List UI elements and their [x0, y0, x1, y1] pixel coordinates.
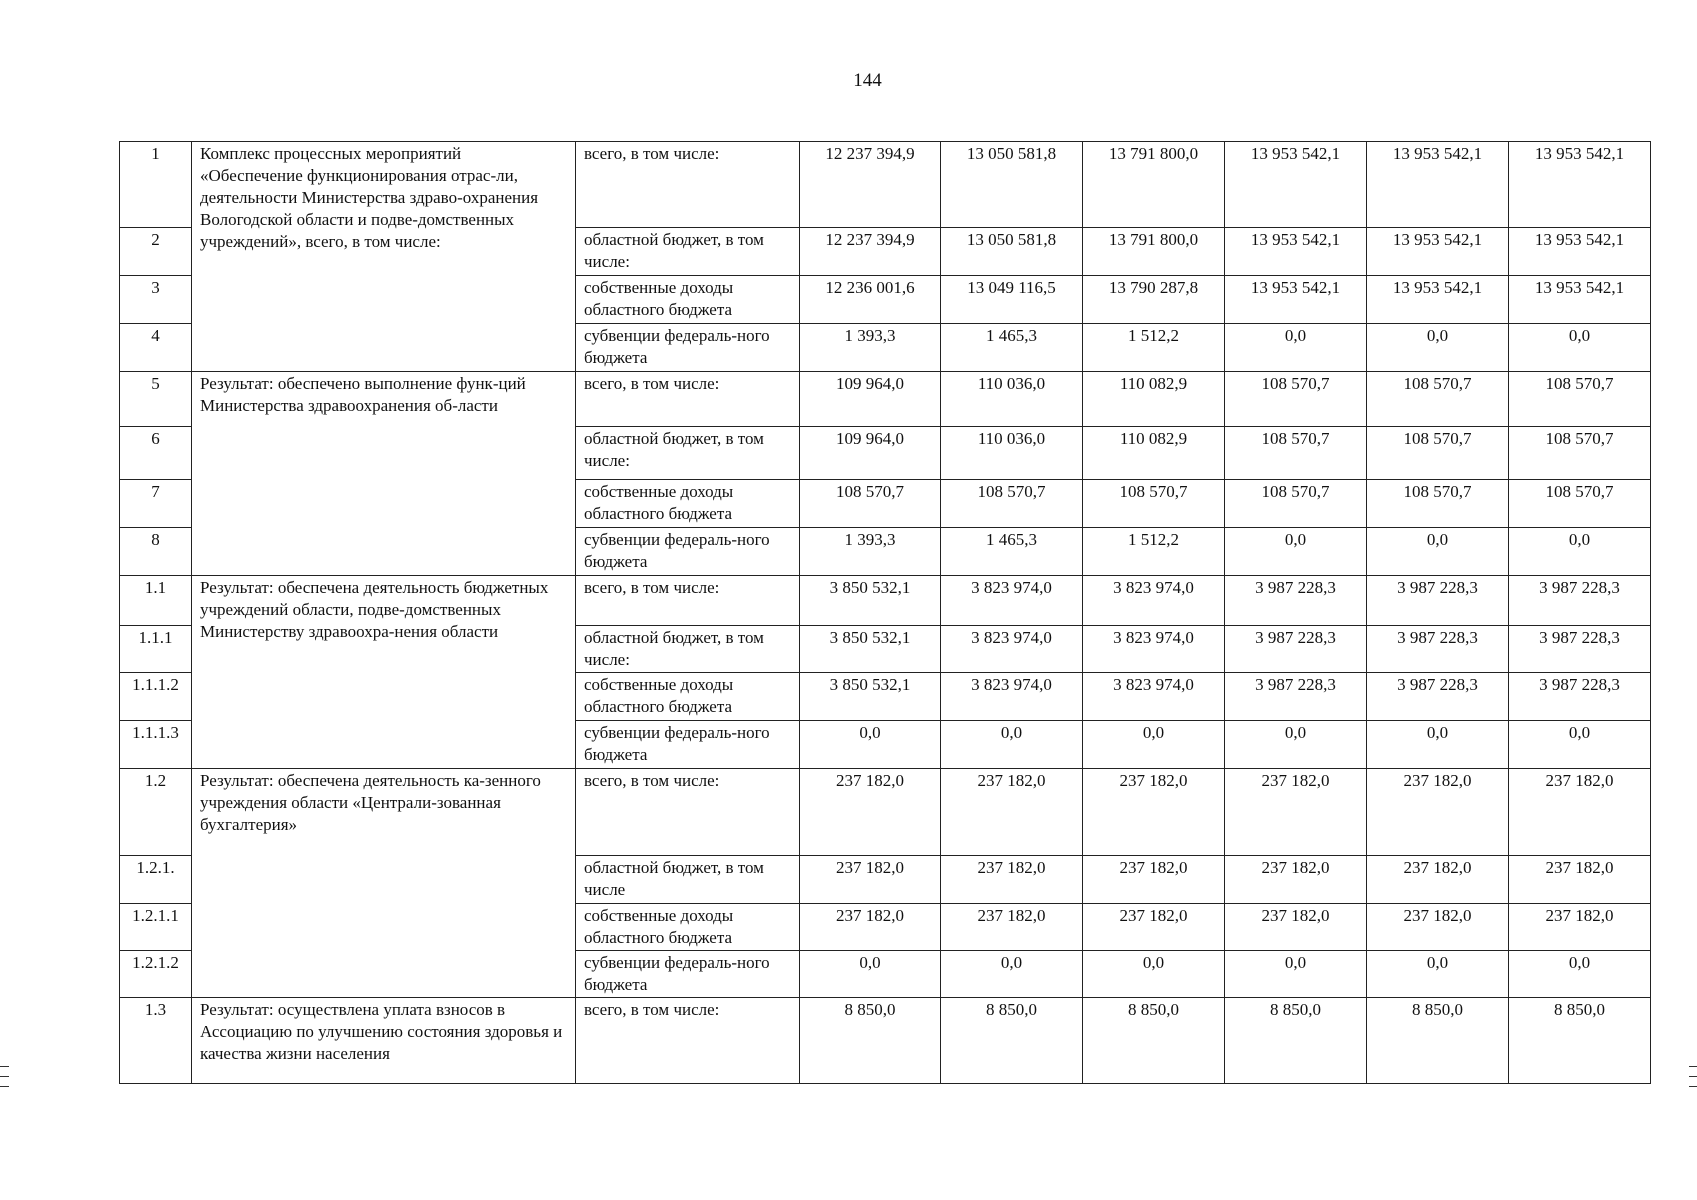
amount-cell: 13 790 287,8	[1083, 276, 1225, 324]
amount-cell: 13 953 542,1	[1225, 228, 1367, 276]
row-number: 1.2	[120, 769, 192, 856]
amount-cell: 3 823 974,0	[941, 576, 1083, 626]
amount-cell: 110 036,0	[941, 372, 1083, 427]
budget-table	[119, 141, 1651, 1084]
amount-cell: 3 987 228,3	[1225, 626, 1367, 673]
funding-source: областной бюджет, в том числе:	[576, 427, 800, 480]
amount-cell: 8 850,0	[800, 998, 941, 1084]
amount-cell: 108 570,7	[1509, 372, 1651, 427]
item-name: Результат: обеспечено выполнение функ-ций Министерства здравоохранения об-ласти	[192, 372, 576, 576]
edge-mark-right-2	[1689, 1076, 1697, 1077]
amount-cell: 237 182,0	[1367, 856, 1509, 904]
edge-mark-left-3	[0, 1086, 9, 1087]
amount-cell: 0,0	[1509, 951, 1651, 998]
amount-cell: 3 850 532,1	[800, 576, 941, 626]
amount-cell: 108 570,7	[1225, 480, 1367, 528]
amount-cell: 0,0	[1367, 324, 1509, 372]
row-number: 1.2.1.2	[120, 951, 192, 998]
row-number: 1.1.1.3	[120, 721, 192, 769]
amount-cell: 0,0	[1225, 951, 1367, 998]
row-number: 1	[120, 142, 192, 228]
amount-cell: 110 082,9	[1083, 372, 1225, 427]
amount-cell: 3 823 974,0	[941, 673, 1083, 721]
row-number: 1.3	[120, 998, 192, 1084]
funding-source: областной бюджет, в том числе	[576, 856, 800, 904]
amount-cell: 237 182,0	[1083, 904, 1225, 951]
amount-cell: 109 964,0	[800, 427, 941, 480]
amount-cell: 1 512,2	[1083, 324, 1225, 372]
amount-cell: 0,0	[941, 721, 1083, 769]
amount-cell: 13 953 542,1	[1225, 142, 1367, 228]
amount-cell: 237 182,0	[1367, 904, 1509, 951]
amount-cell: 237 182,0	[941, 769, 1083, 856]
amount-cell: 8 850,0	[1367, 998, 1509, 1084]
amount-cell: 13 953 542,1	[1509, 276, 1651, 324]
row-number: 1.2.1.1	[120, 904, 192, 951]
funding-source: собственные доходы областного бюджета	[576, 904, 800, 951]
amount-cell: 108 570,7	[1083, 480, 1225, 528]
amount-cell: 3 987 228,3	[1367, 576, 1509, 626]
funding-source: областной бюджет, в том числе:	[576, 626, 800, 673]
funding-source: субвенции федераль-ного бюджета	[576, 528, 800, 576]
amount-cell: 1 465,3	[941, 324, 1083, 372]
amount-cell: 110 036,0	[941, 427, 1083, 480]
amount-cell: 108 570,7	[1367, 372, 1509, 427]
table-row	[120, 769, 1651, 856]
table-row	[120, 576, 1651, 626]
amount-cell: 13 953 542,1	[1509, 228, 1651, 276]
amount-cell: 3 823 974,0	[1083, 626, 1225, 673]
table-row	[120, 142, 1651, 228]
amount-cell: 109 964,0	[800, 372, 941, 427]
row-number: 3	[120, 276, 192, 324]
amount-cell: 237 182,0	[941, 856, 1083, 904]
amount-cell: 12 236 001,6	[800, 276, 941, 324]
row-number: 8	[120, 528, 192, 576]
amount-cell: 237 182,0	[1083, 856, 1225, 904]
row-number: 1.1.1.2	[120, 673, 192, 721]
amount-cell: 108 570,7	[1225, 427, 1367, 480]
row-number: 1.2.1.	[120, 856, 192, 904]
amount-cell: 237 182,0	[1509, 904, 1651, 951]
amount-cell: 13 049 116,5	[941, 276, 1083, 324]
amount-cell: 0,0	[1367, 721, 1509, 769]
edge-mark-left-1	[0, 1066, 9, 1067]
amount-cell: 0,0	[800, 721, 941, 769]
amount-cell: 8 850,0	[1509, 998, 1651, 1084]
amount-cell: 3 987 228,3	[1509, 626, 1651, 673]
amount-cell: 237 182,0	[1225, 769, 1367, 856]
amount-cell: 12 237 394,9	[800, 228, 941, 276]
amount-cell: 3 850 532,1	[800, 626, 941, 673]
amount-cell: 0,0	[1509, 528, 1651, 576]
item-name: Результат: осуществлена уплата взносов в Ассоциацию по улучшению состояния здоровья и качества жизни населения	[192, 998, 576, 1084]
row-number: 6	[120, 427, 192, 480]
funding-source: всего, в том числе:	[576, 576, 800, 626]
amount-cell: 237 182,0	[1509, 769, 1651, 856]
edge-mark-right-1	[1689, 1066, 1697, 1067]
amount-cell: 108 570,7	[1509, 480, 1651, 528]
amount-cell: 108 570,7	[1367, 427, 1509, 480]
amount-cell: 3 987 228,3	[1367, 673, 1509, 721]
amount-cell: 3 987 228,3	[1509, 576, 1651, 626]
funding-source: всего, в том числе:	[576, 998, 800, 1084]
amount-cell: 1 465,3	[941, 528, 1083, 576]
amount-cell: 12 237 394,9	[800, 142, 941, 228]
funding-source: собственные доходы областного бюджета	[576, 276, 800, 324]
amount-cell: 13 953 542,1	[1225, 276, 1367, 324]
amount-cell: 3 987 228,3	[1509, 673, 1651, 721]
amount-cell: 1 512,2	[1083, 528, 1225, 576]
amount-cell: 13 791 800,0	[1083, 142, 1225, 228]
amount-cell: 13 953 542,1	[1367, 276, 1509, 324]
amount-cell: 3 850 532,1	[800, 673, 941, 721]
funding-source: всего, в том числе:	[576, 142, 800, 228]
amount-cell: 0,0	[1083, 951, 1225, 998]
amount-cell: 108 570,7	[941, 480, 1083, 528]
amount-cell: 8 850,0	[1083, 998, 1225, 1084]
funding-source: областной бюджет, в том числе:	[576, 228, 800, 276]
amount-cell: 110 082,9	[1083, 427, 1225, 480]
amount-cell: 108 570,7	[1509, 427, 1651, 480]
table-row	[120, 998, 1651, 1084]
amount-cell: 237 182,0	[1509, 856, 1651, 904]
funding-source: всего, в том числе:	[576, 769, 800, 856]
amount-cell: 0,0	[1083, 721, 1225, 769]
amount-cell: 13 050 581,8	[941, 142, 1083, 228]
amount-cell: 237 182,0	[1225, 904, 1367, 951]
funding-source: собственные доходы областного бюджета	[576, 673, 800, 721]
amount-cell: 3 987 228,3	[1225, 673, 1367, 721]
item-name: Результат: обеспечена деятельность бюджетных учреждений области, подве-домственных Министерству здравоохра-нения области	[192, 576, 576, 769]
funding-source: собственные доходы областного бюджета	[576, 480, 800, 528]
amount-cell: 0,0	[1367, 528, 1509, 576]
item-name: Комплекс процессных мероприятий «Обеспечение функционирования отрас-ли, деятельности Министерства здраво-охранения Вологодской области и подве-домственных учреждений», всего, в том числе:	[192, 142, 576, 372]
amount-cell: 13 791 800,0	[1083, 228, 1225, 276]
amount-cell: 237 182,0	[941, 904, 1083, 951]
table-row	[120, 372, 1651, 427]
amount-cell: 237 182,0	[1225, 856, 1367, 904]
amount-cell: 3 823 974,0	[1083, 673, 1225, 721]
amount-cell: 0,0	[941, 951, 1083, 998]
amount-cell: 237 182,0	[800, 904, 941, 951]
row-number: 5	[120, 372, 192, 427]
row-number: 1.1	[120, 576, 192, 626]
row-number: 4	[120, 324, 192, 372]
amount-cell: 108 570,7	[1225, 372, 1367, 427]
amount-cell: 3 823 974,0	[941, 626, 1083, 673]
amount-cell: 0,0	[1225, 721, 1367, 769]
row-number: 2	[120, 228, 192, 276]
row-number: 7	[120, 480, 192, 528]
amount-cell: 108 570,7	[1367, 480, 1509, 528]
funding-source: субвенции федераль-ного бюджета	[576, 721, 800, 769]
amount-cell: 0,0	[1225, 528, 1367, 576]
item-name: Результат: обеспечена деятельность ка-зенного учреждения области «Централи-зованная бухгалтерия»	[192, 769, 576, 998]
amount-cell: 3 823 974,0	[1083, 576, 1225, 626]
amount-cell: 0,0	[1225, 324, 1367, 372]
amount-cell: 1 393,3	[800, 324, 941, 372]
amount-cell: 237 182,0	[800, 769, 941, 856]
amount-cell: 237 182,0	[1367, 769, 1509, 856]
amount-cell: 0,0	[1367, 951, 1509, 998]
amount-cell: 13 953 542,1	[1367, 142, 1509, 228]
row-number: 1.1.1	[120, 626, 192, 673]
amount-cell: 1 393,3	[800, 528, 941, 576]
amount-cell: 13 050 581,8	[941, 228, 1083, 276]
amount-cell: 3 987 228,3	[1367, 626, 1509, 673]
edge-mark-left-2	[0, 1076, 9, 1077]
amount-cell: 13 953 542,1	[1509, 142, 1651, 228]
funding-source: всего, в том числе:	[576, 372, 800, 427]
amount-cell: 0,0	[1509, 324, 1651, 372]
amount-cell: 237 182,0	[1083, 769, 1225, 856]
edge-mark-right-3	[1689, 1086, 1697, 1087]
funding-source: субвенции федераль-ного бюджета	[576, 324, 800, 372]
funding-source: субвенции федераль-ного бюджета	[576, 951, 800, 998]
amount-cell: 237 182,0	[800, 856, 941, 904]
amount-cell: 3 987 228,3	[1225, 576, 1367, 626]
amount-cell: 0,0	[800, 951, 941, 998]
amount-cell: 8 850,0	[941, 998, 1083, 1084]
page-number: 144	[853, 70, 882, 91]
amount-cell: 0,0	[1509, 721, 1651, 769]
amount-cell: 8 850,0	[1225, 998, 1367, 1084]
amount-cell: 13 953 542,1	[1367, 228, 1509, 276]
amount-cell: 108 570,7	[800, 480, 941, 528]
